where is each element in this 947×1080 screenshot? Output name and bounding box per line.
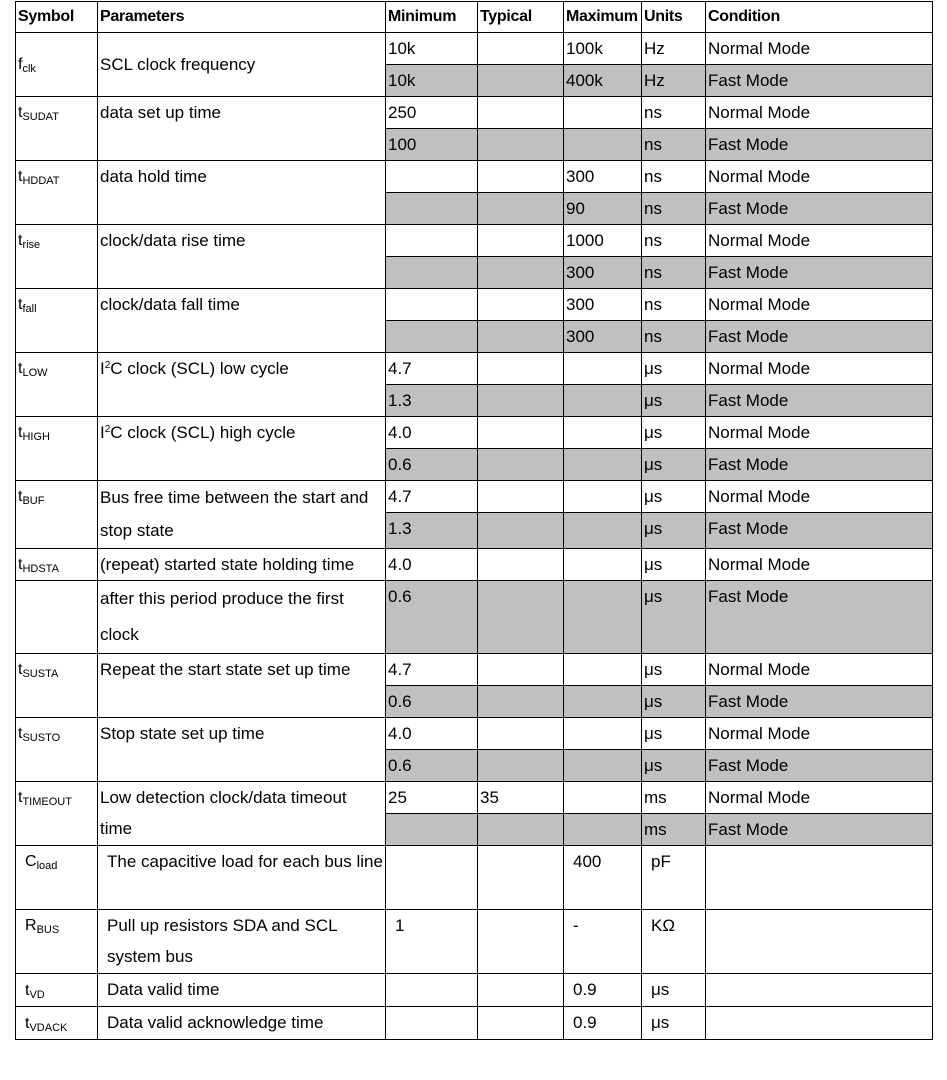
typ-cell (478, 129, 564, 161)
unit-cell: μs (642, 513, 706, 549)
condition-cell: Fast Mode (706, 513, 933, 549)
condition-cell (706, 974, 933, 1007)
max-cell (564, 513, 642, 549)
typ-cell (478, 161, 564, 193)
parameter-cell: Low detection clock/data timeout time (98, 782, 386, 846)
min-cell: 4.0 (386, 417, 478, 449)
typ-cell (478, 449, 564, 481)
condition-cell: Normal Mode (706, 417, 933, 449)
parameter-cell: Data valid time (98, 974, 386, 1007)
unit-cell: μs (642, 481, 706, 513)
parameter-cell: after this period produce the first clock (98, 581, 386, 654)
parameter-cell: Data valid acknowledge time (98, 1007, 386, 1040)
typ-cell (478, 814, 564, 846)
symbol-cell: $t_{SUSTO}$ (16, 718, 98, 782)
min-cell (386, 257, 478, 289)
unit-cell: μs (642, 718, 706, 750)
symbol-cell: $f_{clk}$ (16, 33, 98, 97)
table-row (16, 97, 933, 129)
max-cell (564, 718, 642, 750)
condition-cell: Normal Mode (706, 97, 933, 129)
max-cell: 90 (564, 193, 642, 225)
typ-cell (478, 750, 564, 782)
symbol-cell: $C_{load}$ (16, 846, 98, 910)
condition-cell: Normal Mode (706, 481, 933, 513)
min-cell: 4.0 (386, 549, 478, 581)
typ-cell (478, 686, 564, 718)
condition-cell: Fast Mode (706, 129, 933, 161)
parameter-cell: SCL clock frequency (98, 33, 386, 97)
condition-cell: Fast Mode (706, 257, 933, 289)
max-cell: 0.9 (564, 974, 642, 1007)
typ-cell (478, 513, 564, 549)
condition-cell: Normal Mode (706, 718, 933, 750)
max-cell (564, 750, 642, 782)
table-row (16, 549, 933, 581)
max-cell: 100k (564, 33, 642, 65)
symbol-cell: $t_{VDACK}$ (16, 1007, 98, 1040)
unit-cell: ns (642, 225, 706, 257)
condition-cell: Normal Mode (706, 353, 933, 385)
typ-cell: 35 (478, 782, 564, 814)
table-row (16, 161, 933, 193)
min-cell: 4.0 (386, 718, 478, 750)
condition-cell: Fast Mode (706, 581, 933, 654)
symbol-cell: $t_{SUDAT}$ (16, 97, 98, 161)
typ-cell (478, 385, 564, 417)
condition-cell: Fast Mode (706, 750, 933, 782)
max-cell: 400 (564, 846, 642, 910)
min-cell: 4.7 (386, 654, 478, 686)
max-cell (564, 782, 642, 814)
typ-cell (478, 718, 564, 750)
unit-cell: ns (642, 161, 706, 193)
condition-cell: Fast Mode (706, 814, 933, 846)
col-header-typical: Typical (478, 2, 564, 33)
max-cell (564, 814, 642, 846)
unit-cell: Hz (642, 65, 706, 97)
table-row (16, 718, 933, 750)
symbol-cell: $t_{TIMEOUT}$ (16, 782, 98, 846)
parameter-cell: Repeat the start state set up time (98, 654, 386, 718)
min-cell: 1.3 (386, 513, 478, 549)
min-cell: 4.7 (386, 481, 478, 513)
table-row (16, 353, 933, 385)
symbol-cell: $t_{SUSTA}$ (16, 654, 98, 718)
condition-cell: Fast Mode (706, 65, 933, 97)
unit-cell: ns (642, 97, 706, 129)
col-header-maximum: Maximum (564, 2, 642, 33)
unit-cell: μs (642, 549, 706, 581)
condition-cell: Normal Mode (706, 654, 933, 686)
condition-cell: Normal Mode (706, 33, 933, 65)
unit-cell: μs (642, 750, 706, 782)
col-header-units: Units (642, 2, 706, 33)
min-cell (386, 225, 478, 257)
typ-cell (478, 654, 564, 686)
unit-cell: μs (642, 654, 706, 686)
min-cell: 0.6 (386, 449, 478, 481)
col-header-symbol: Symbol (16, 2, 98, 33)
symbol-cell (16, 581, 98, 654)
condition-cell (706, 846, 933, 910)
typ-cell (478, 289, 564, 321)
min-cell: 100 (386, 129, 478, 161)
min-cell (386, 193, 478, 225)
typ-cell (478, 581, 564, 654)
min-cell: 10k (386, 33, 478, 65)
condition-cell: Fast Mode (706, 686, 933, 718)
symbol-cell: $t_{rise}$ (16, 225, 98, 289)
unit-cell: μs (642, 686, 706, 718)
min-cell (386, 161, 478, 193)
parameter-cell: clock/data fall time (98, 289, 386, 353)
max-cell (564, 581, 642, 654)
header-row (16, 2, 933, 33)
condition-cell: Normal Mode (706, 549, 933, 581)
min-cell: 4.7 (386, 353, 478, 385)
condition-cell: Normal Mode (706, 161, 933, 193)
typ-cell (478, 257, 564, 289)
symbol-cell: $R_{BUS}$ (16, 910, 98, 974)
max-cell: 300 (564, 161, 642, 193)
min-cell: 25 (386, 782, 478, 814)
unit-cell: μs (642, 1007, 706, 1040)
typ-cell (478, 481, 564, 513)
i2c-timing-table (15, 1, 933, 1040)
unit-cell: ns (642, 257, 706, 289)
table-row (16, 654, 933, 686)
table-row (16, 782, 933, 814)
min-cell: 0.6 (386, 581, 478, 654)
typ-cell (478, 417, 564, 449)
unit-cell: KΩ (642, 910, 706, 974)
max-cell (564, 353, 642, 385)
condition-cell: Fast Mode (706, 449, 933, 481)
condition-cell (706, 910, 933, 974)
typ-cell (478, 65, 564, 97)
table-row (16, 33, 933, 65)
col-header-condition: Condition (706, 2, 933, 33)
min-cell (386, 814, 478, 846)
unit-cell: ms (642, 814, 706, 846)
parameter-cell: (repeat) started state holding time (98, 549, 386, 581)
parameter-cell: The capacitive load for each bus line (98, 846, 386, 910)
typ-cell (478, 910, 564, 974)
table-row (16, 289, 933, 321)
table-row (16, 481, 933, 513)
max-cell (564, 97, 642, 129)
symbol-cell: $t_{HIGH}$ (16, 417, 98, 481)
min-cell: 0.6 (386, 750, 478, 782)
unit-cell: μs (642, 417, 706, 449)
condition-cell (706, 1007, 933, 1040)
typ-cell (478, 549, 564, 581)
unit-cell: pF (642, 846, 706, 910)
parameter-cell: $I^2C$ clock (SCL) low cycle (98, 353, 386, 417)
unit-cell: ns (642, 193, 706, 225)
unit-cell: ns (642, 129, 706, 161)
min-cell: 10k (386, 65, 478, 97)
max-cell: - (564, 910, 642, 974)
parameter-cell: Bus free time between the start and stop state (98, 481, 386, 549)
max-cell: 300 (564, 289, 642, 321)
unit-cell: ms (642, 782, 706, 814)
max-cell: 300 (564, 321, 642, 353)
max-cell (564, 385, 642, 417)
table-row (16, 974, 933, 1007)
unit-cell: μs (642, 974, 706, 1007)
max-cell: 0.9 (564, 1007, 642, 1040)
min-cell (386, 289, 478, 321)
max-cell: 300 (564, 257, 642, 289)
unit-cell: Hz (642, 33, 706, 65)
table-row (16, 417, 933, 449)
typ-cell (478, 974, 564, 1007)
typ-cell (478, 193, 564, 225)
max-cell (564, 686, 642, 718)
table-row (16, 225, 933, 257)
symbol-cell: $t_{VD}$ (16, 974, 98, 1007)
unit-cell: ns (642, 289, 706, 321)
symbol-cell: $t_{BUF}$ (16, 481, 98, 549)
typ-cell (478, 321, 564, 353)
typ-cell (478, 846, 564, 910)
typ-cell (478, 33, 564, 65)
min-cell: 0.6 (386, 686, 478, 718)
condition-cell: Fast Mode (706, 321, 933, 353)
parameter-cell: Pull up resistors SDA and SCL system bus (98, 910, 386, 974)
typ-cell (478, 1007, 564, 1040)
condition-cell: Normal Mode (706, 289, 933, 321)
min-cell (386, 1007, 478, 1040)
col-header-minimum: Minimum (386, 2, 478, 33)
symbol-cell: $t_{fall}$ (16, 289, 98, 353)
parameter-cell: Stop state set up time (98, 718, 386, 782)
unit-cell: μs (642, 353, 706, 385)
max-cell (564, 549, 642, 581)
max-cell (564, 129, 642, 161)
symbol-cell: $t_{LOW}$ (16, 353, 98, 417)
max-cell (564, 481, 642, 513)
min-cell (386, 321, 478, 353)
max-cell: 400k (564, 65, 642, 97)
parameter-cell: data set up time (98, 97, 386, 161)
table-row (16, 1007, 933, 1040)
max-cell (564, 654, 642, 686)
table-row (16, 581, 933, 654)
unit-cell: μs (642, 449, 706, 481)
table-row (16, 846, 933, 910)
col-header-parameters: Parameters (98, 2, 386, 33)
typ-cell (478, 225, 564, 257)
parameter-cell: clock/data rise time (98, 225, 386, 289)
min-cell: 250 (386, 97, 478, 129)
condition-cell: Fast Mode (706, 385, 933, 417)
parameter-cell: $I^2C$ clock (SCL) high cycle (98, 417, 386, 481)
min-cell (386, 974, 478, 1007)
condition-cell: Normal Mode (706, 225, 933, 257)
typ-cell (478, 353, 564, 385)
condition-cell: Normal Mode (706, 782, 933, 814)
unit-cell: ns (642, 321, 706, 353)
table-row (16, 910, 933, 974)
condition-cell: Fast Mode (706, 193, 933, 225)
typ-cell (478, 97, 564, 129)
parameter-cell: data hold time (98, 161, 386, 225)
max-cell (564, 449, 642, 481)
unit-cell: μs (642, 385, 706, 417)
max-cell: 1000 (564, 225, 642, 257)
symbol-cell: $t_{HDSTA}$ (16, 549, 98, 581)
min-cell: 1 (386, 910, 478, 974)
symbol-cell: $t_{HDDAT}$ (16, 161, 98, 225)
max-cell (564, 417, 642, 449)
unit-cell: μs (642, 581, 706, 654)
min-cell: 1.3 (386, 385, 478, 417)
min-cell (386, 846, 478, 910)
